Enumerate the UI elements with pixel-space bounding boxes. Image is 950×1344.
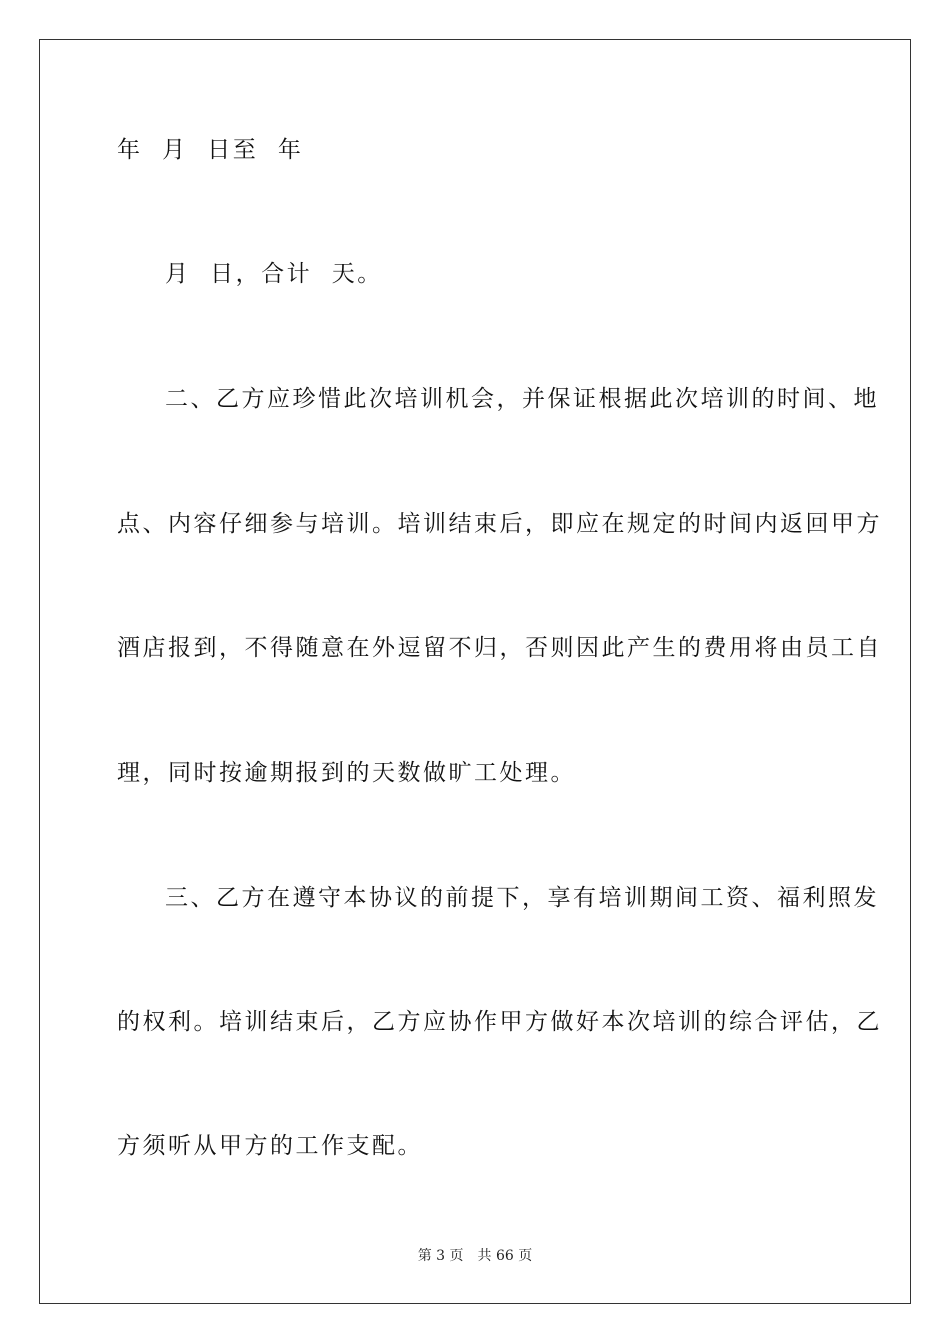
text-line-2: 月 日，合计 天。 <box>165 261 383 287</box>
page-footer <box>0 1247 950 1265</box>
text-line-5: 酒店报到，不得随意在外逗留不归，否则因此产生的费用将由员工自 <box>117 635 882 661</box>
text-line-7: 三、乙方在遵守本协议的前提下，享有培训期间工资、福利照发 <box>165 885 879 911</box>
total-pages: 共 66 页 <box>477 1248 533 1264</box>
text-line-9: 方须听从甲方的工作支配。 <box>117 1133 423 1159</box>
text-line-3: 二、乙方应珍惜此次培训机会，并保证根据此次培训的时间、地 <box>165 386 879 412</box>
text-line-8: 的权利。培训结束后，乙方应协作甲方做好本次培训的综合评估，乙 <box>117 1009 882 1035</box>
text-line-6: 理，同时按逾期报到的天数做旷工处理。 <box>117 760 576 786</box>
page-border <box>39 39 911 1304</box>
text-line-4: 点、内容仔细参与培训。培训结束后，即应在规定的时间内返回甲方 <box>117 511 882 537</box>
text-line-1: 年 月 日至 年 <box>117 137 304 163</box>
page-number: 第 3 页 <box>417 1248 464 1264</box>
